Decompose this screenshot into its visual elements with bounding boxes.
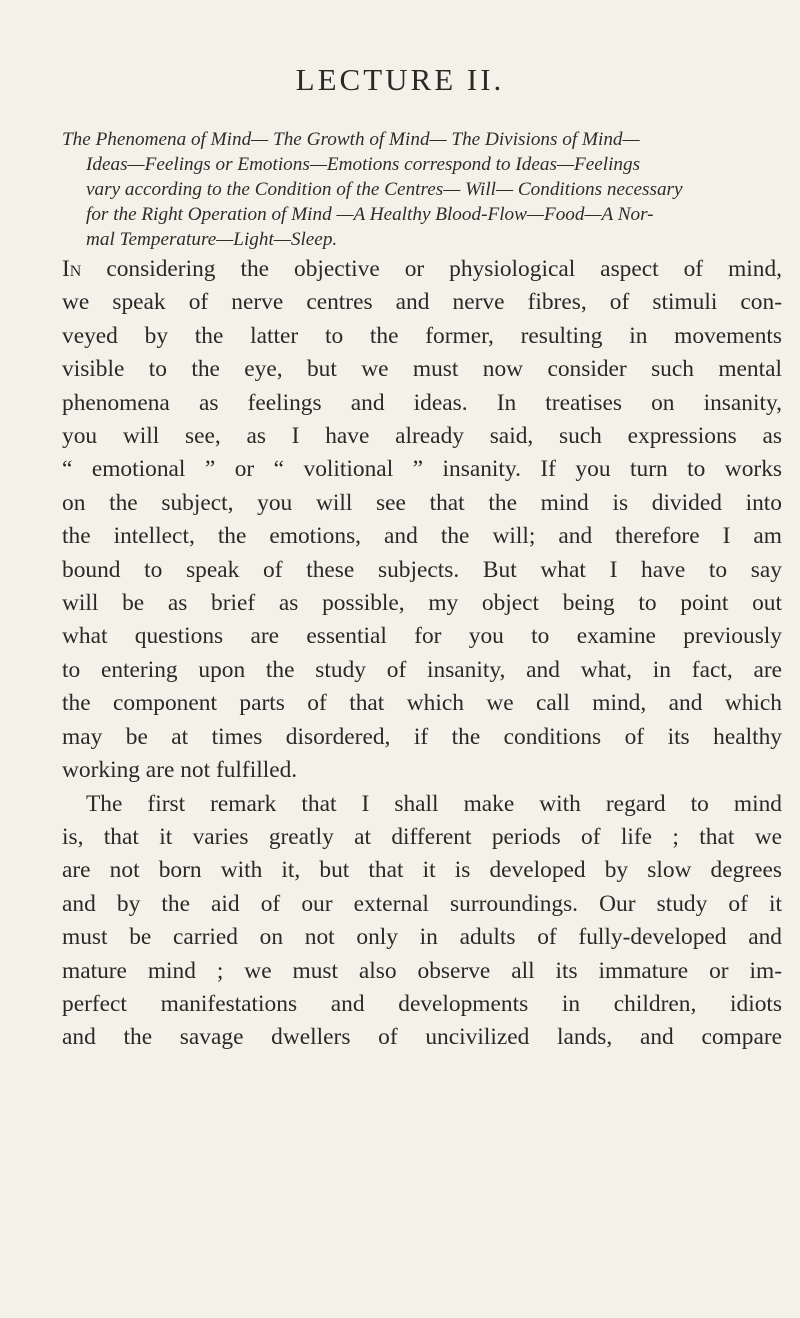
drop-word: In	[62, 256, 82, 282]
paragraph-first-line	[62, 253, 782, 286]
text-line: you will see, as I have already said, such expressions as	[62, 423, 782, 450]
text-line: mature mind ; we must also observe all its immature or im-	[62, 957, 782, 984]
body-text	[62, 253, 782, 1055]
first-line-rest: considering the objective or physiological aspect of mind,	[81, 256, 782, 282]
text-line: visible to the eye, but we must now consider such mental	[62, 356, 782, 383]
summary-line: for the Right Operation of Mind —A Healthy Blood-Flow—Food—A Nor-	[86, 204, 654, 225]
text-line: we speak of nerve centres and nerve fibres, of stimuli con-	[62, 289, 782, 316]
text-line: the intellect, the emotions, and the will; and therefore I am	[62, 523, 782, 550]
text-line: to entering upon the study of insanity, and what, in fact, are	[62, 656, 782, 683]
text-line: what questions are essential for you to examine previously	[62, 623, 782, 650]
text-line: are not born with it, but that it is developed by slow degrees	[62, 857, 782, 884]
text-line: “ emotional ” or “ volitional ” insanity. If you turn to works	[62, 456, 782, 483]
text-line: on the subject, you will see that the mind is divided into	[62, 489, 782, 516]
summary-line: mal Temperature—Light—Sleep.	[86, 229, 338, 250]
text-line: is, that it varies greatly at different periods of life ; that we	[62, 823, 782, 850]
text-line: the component parts of that which we call mind, and which	[62, 690, 782, 717]
text-line: may be at times disordered, if the conditions of its healthy	[62, 723, 782, 750]
text-line: bound to speak of these subjects. But what I have to say	[62, 556, 782, 583]
summary-line: vary according to the Condition of the Centres— Will— Conditions necessary	[86, 179, 683, 200]
text-line: phenomena as feelings and ideas. In treatises on insanity,	[62, 389, 782, 416]
summary-line: Ideas—Feelings or Emotions—Emotions correspond to Ideas—Feelings	[86, 154, 641, 175]
chapter-summary	[62, 127, 780, 252]
summary-line: The Phenomena of Mind— The Growth of Mind— The Divisions of Mind—	[62, 129, 640, 150]
text-line: must be carried on not only in adults of fully-developed and	[62, 924, 782, 951]
text-line: The first remark that I shall make with regard to mind	[86, 790, 782, 817]
text-line: perfect manifestations and developments in children, idiots	[62, 990, 782, 1017]
lecture-heading: LECTURE II.	[295, 62, 505, 97]
text-line: will be as brief as possible, my object being to point out	[62, 590, 782, 617]
text-line: and the savage dwellers of uncivilized lands, and compare	[62, 1024, 782, 1051]
text-line: working are not fulfilled.	[62, 757, 298, 784]
text-line: and by the aid of our external surroundings. Our study of it	[62, 890, 782, 917]
text-line: veyed by the latter to the former, resulting in movements	[62, 322, 782, 349]
